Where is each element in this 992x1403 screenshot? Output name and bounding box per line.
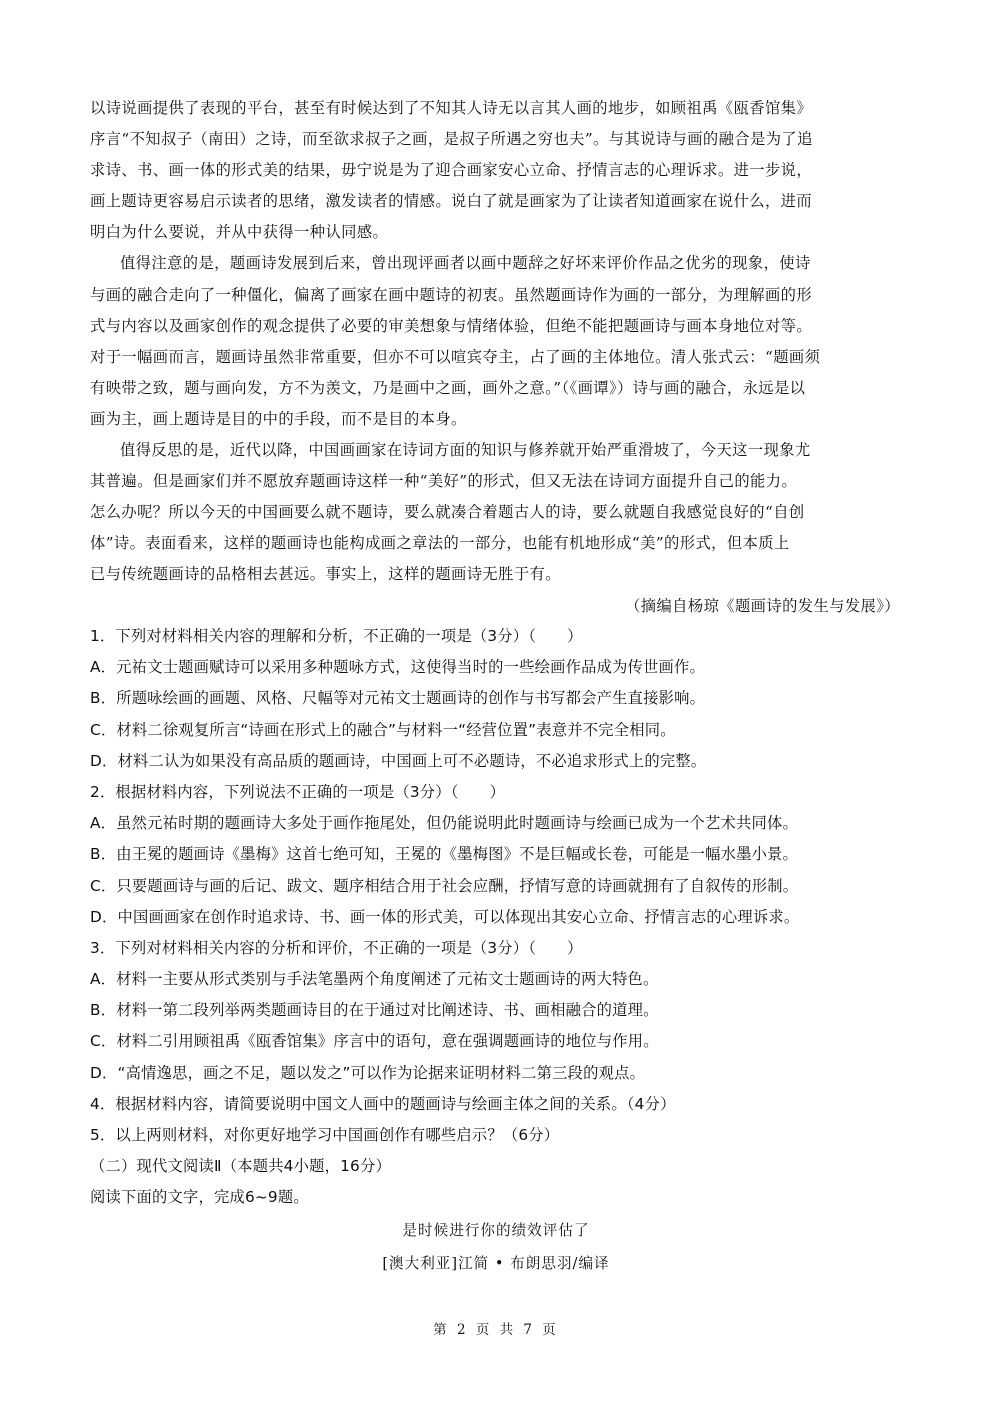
option-line: D．“高情逸思，画之不足，题以发之”可以作为论据来证明材料二第三段的观点。 xyxy=(90,1063,646,1082)
passage-line: 对于一幅画而言，题画诗虽然非常重要，但亦不可以喧宾夺主，占了画的主体地位。清人张式云：“题画须 xyxy=(90,347,821,366)
passage-line: 画为主，画上题诗是目的中的手段，而不是目的本身。 xyxy=(90,409,467,428)
passage-line: 体”诗。表面看来，这样的题画诗也能构成画之章法的一部分，也能有机地形成“美”的形式，但本质上 xyxy=(90,534,790,553)
passage-line: 有映带之致，题与画向发，方不为羡文，乃是画中之画，画外之意。”（《画谭》）诗与画的融合，永远是以 xyxy=(90,378,806,397)
option-line: C．材料二徐观复所言“诗画在形式上的融合”与材料一“经营位置”表意并不完全相同。 xyxy=(90,720,676,739)
option-line: D．中国画画家在创作时追求诗、书、画一体的形式美，可以体现出其安心立命、抒情言志的心理诉求。 xyxy=(90,907,800,926)
passage-line: 式与内容以及画家创作的观念提供了必要的审美想象与情绪体验，但绝不能把题画诗与画本身地位对等。 xyxy=(90,316,813,335)
passage-line: 求诗、书、画一体的形式美的结果，毋宁说是为了迎合画家安心立命、抒情言志的心理诉求。进一步说， xyxy=(90,161,813,180)
passage-source: （摘编自杨琼《题画诗的发生与发展》） xyxy=(625,596,900,615)
passage-line: 值得注意的是，题画诗发展到后来，曾出现评画者以画中题辞之好坏来评价作品之优劣的现象，使诗 xyxy=(120,254,811,273)
question-1: 1．下列对材料相关内容的理解和分析，不正确的一项是（3分）（ ） xyxy=(90,627,583,645)
option-line: A．虽然元祐时期的题画诗大多处于画作拖尾处，但仍能说明此时题画诗与绘画已成为一个艺术共同体。 xyxy=(90,814,799,833)
option-line: D．材料二认为如果没有高品质的题画诗，中国画上可不必题诗，不必追求形式上的完整。 xyxy=(90,751,707,770)
article-title: 是时候进行你的绩效评估了 xyxy=(402,1222,590,1239)
option-line: B．材料一第二段列举两类题画诗目的在于通过对比阐述诗、书、画相融合的道理。 xyxy=(90,1001,659,1020)
reading-instruction: 阅读下面的文字，完成6~9题。 xyxy=(90,1188,309,1207)
question-5: 5．以上两则材料，对你更好地学习中国画创作有哪些启示？（6分） xyxy=(90,1126,560,1144)
article-heading xyxy=(0,1215,992,1279)
passage-line: 序言“不知叔子（南田）之诗，而至欲求叔子之画，是叔子所遇之穷也夫”。与其说诗与画的融合是为了追 xyxy=(90,130,813,149)
article-byline: [澳大利亚]江简 • 布朗思羽/编译 xyxy=(382,1255,610,1272)
passage-line: 明白为什么要说，并从中获得一种认同感。 xyxy=(90,223,389,242)
questions-section xyxy=(90,621,902,1214)
option-line: A．元祐文士题画赋诗可以采用多种题咏方式，这使得当时的一些绘画作品成为传世画作。 xyxy=(90,658,706,677)
passage-line: 以诗说画提供了表现的平台，甚至有时候达到了不知其人诗无以言其人画的地步，如顾祖禹《瓯香馆集》 xyxy=(90,99,813,117)
passage-line: 怎么办呢？所以今天的中国画要么就不题诗，要么就凑合着题古人的诗，要么就题自我感觉良好的“自创 xyxy=(90,503,805,522)
section-heading: （二）现代文阅读Ⅱ（本题共4小题，16分） xyxy=(90,1157,391,1176)
passage-line: 值得反思的是，近代以降，中国画画家在诗词方面的知识与修养就开始严重滑坡了，今天这一现象尤 xyxy=(120,441,811,460)
passage-line: 已与传统题画诗的品格相去甚远。事实上，这样的题画诗无胜于有。 xyxy=(90,565,561,584)
question-3: 3．下列对材料相关内容的分析和评价，不正确的一项是（3分）（ ） xyxy=(90,938,583,957)
passage-line: 画上题诗更容易启示读者的思绪，激发读者的情感。说白了就是画家为了让读者知道画家在说什么，进而 xyxy=(90,192,813,211)
page-footer: 第 2 页 共 7 页 xyxy=(433,1322,559,1338)
passage-line: 与画的融合走向了一种僵化，偏离了画家在画中题诗的初衷。虽然题画诗作为画的一部分，为理解画的形 xyxy=(90,285,813,304)
option-line: C．材料二引用顾祖禹《瓯香馆集》序言中的语句，意在强调题画诗的地位与作用。 xyxy=(90,1032,659,1051)
passage-line: 其普遍。但是画家们并不愿放弃题画诗这样一种“美好”的形式，但又无法在诗词方面提升自己的能力。 xyxy=(90,472,798,491)
option-line: B．所题咏绘画的画题、风格、尺幅等对元祐文士题画诗的创作与书写都会产生直接影响。 xyxy=(90,689,706,708)
question-2: 2．根据材料内容，下列说法不正确的一项是（3分）（ ） xyxy=(90,782,506,801)
option-line: C．只要题画诗与画的后记、跋文、题序相结合用于社会应酬，抒情写意的诗画就拥有了自叙传的形制。 xyxy=(90,876,799,895)
passage-text xyxy=(90,93,902,622)
option-line: A．材料一主要从形式类别与手法笔墨两个角度阐述了元祐文士题画诗的两大特色。 xyxy=(90,970,659,989)
question-4: 4．根据材料内容，请简要说明中国文人画中的题画诗与绘画主体之间的关系。（4分） xyxy=(90,1094,676,1113)
option-line: B．由王冕的题画诗《墨梅》这首七绝可知，王冕的《墨梅图》不是巨幅或长卷，可能是一幅水墨小景。 xyxy=(90,845,799,864)
